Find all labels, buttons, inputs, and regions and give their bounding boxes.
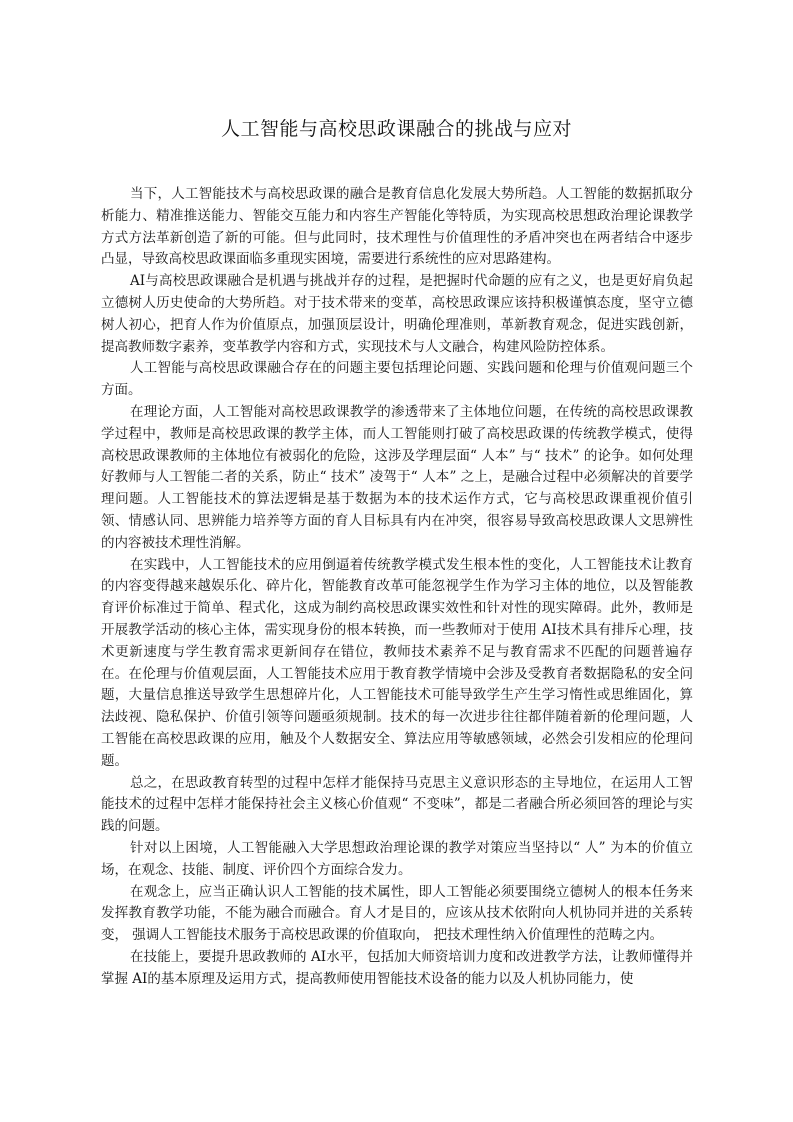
paragraph-problem-summary: 人工智能与高校思政课融合存在的问题主要包括理论问题、实践问题和伦理与价值观问题三个方面。 bbox=[101, 360, 693, 399]
paragraph-concept: 在观念上，应当正确认识人工智能的技术属性，即人工智能必须要围绕立德树人的根本任务来发挥教育教学功能，不能为融合而融合。育人才是目的，应该从技术依附向人机协同并进的关系转变， 强调人工智能技术服务于高校思政课的价值取向， 把技术理性纳入价值理性的范畴之内。 bbox=[101, 883, 693, 944]
paragraph-opportunity: AI与高校思政课融合是机遇与挑战并存的过程，是把握时代命题的应有之义，也是更好肩负起立德树人历史使命的大势所趋。对于技术带来的变革，高校思政课应该持积极谨慎态度，坚守立德树人初心，把育人作为价值原点，加强顶层设计，明确伦理准则，革新教育观念，促进实践创新，提高教师数字素养，变革教学内容和方式，实现技术与人文融合，构建风险防控体系。 bbox=[101, 273, 693, 355]
document-title: 人工智能与高校思政课融合的挑战与应对 bbox=[220, 118, 572, 140]
document-body bbox=[101, 184, 693, 990]
paragraph-countermeasures: 针对以上困境，人工智能融入大学思想政治理论课的教学对策应当坚持以“ 人” 为本的价值立场，在观念、技能、制度、评价四个方面综合发力。 bbox=[101, 839, 693, 878]
paragraph-conclusion: 总之，在思政教育转型的过程中怎样才能保持马克思主义意识形态的主导地位，在运用人工智能技术的过程中怎样才能保持社会主义核心价值观“ 不变味”，都是二者融合所必须回答的理论与实践的问题。 bbox=[101, 774, 693, 835]
paragraph-practice-ethics: 在实践中，人工智能技术的应用倒逼着传统教学模式发生根本性的变化，人工智能技术让教育的内容变得越来越娱乐化、碎片化，智能教育改革可能忽视学生作为学习主体的地位，以及智能教育评价标准过于简单、程式化，这成为制约高校思政课实效性和针对性的现实障碍。此外，教师是开展教学活动的核心主体，需实现身份的根本转换，而一些教师对于使用 AI技术具有排斥心理，技术更新速度与学生教育需求更新间存在错位，教师技术素养不足与教育需求不匹配的问题普遍存在。在伦理与价值观层面，人工智能技术应用于教育教学情境中会涉及受教育者数据隐私的安全问题，大量信息推送导致学生思想碎片化，人工智能技术可能导致学生产生学习惰性或思维固化，算法歧视、隐私保护、价值引领等问题亟须规制。技术的每一次进步往往都伴随着新的伦理问题，人工智能在高校思政课的应用，触及个人数据安全、算法应用等敏感领域，必然会引发相应的伦理问题。 bbox=[101, 556, 693, 769]
paragraph-theory: 在理论方面，人工智能对高校思政课教学的渗透带来了主体地位问题，在传统的高校思政课教学过程中，教师是高校思政课的教学主体，而人工智能则打破了高校思政课的传统教学模式，使得高校思政课教师的主体地位有被弱化的危险，这涉及学理层面“ 人本” 与“ 技术” 的论争。如何处理好教师与人工智能二者的关系，防止“ 技术” 凌驾于“ 人本” 之上，是融合过程中必须解决的首要学理问题。人工智能技术的算法逻辑是基于数据为本的技术运作方式，它与高校思政课重视价值引领、情感认同、思辨能力培养等方面的育人目标具有内在冲突，很容易导致高校思政课人文思辨性的内容被技术理性消解。 bbox=[101, 403, 693, 551]
paragraph-skills: 在技能上，要提升思政教师的 AI水平，包括加大师资培训力度和改进教学方法，让教师懂得并掌握 AI的基本原理及运用方式，提高教师使用智能技术设备的能力以及人机协同能力，使 bbox=[101, 948, 693, 987]
paragraph-intro: 当下，人工智能技术与高校思政课的融合是教育信息化发展大势所趋。人工智能的数据抓取分析能力、精准推送能力、智能交互能力和内容生产智能化等特质，为实现高校思想政治理论课教学方式方法革新创造了新的可能。但与此同时，技术理性与价值理性的矛盾冲突也在两者结合中逐步凸显，导致高校思政课面临多重现实困境，需要进行系统性的应对思路建构。 bbox=[101, 186, 693, 268]
